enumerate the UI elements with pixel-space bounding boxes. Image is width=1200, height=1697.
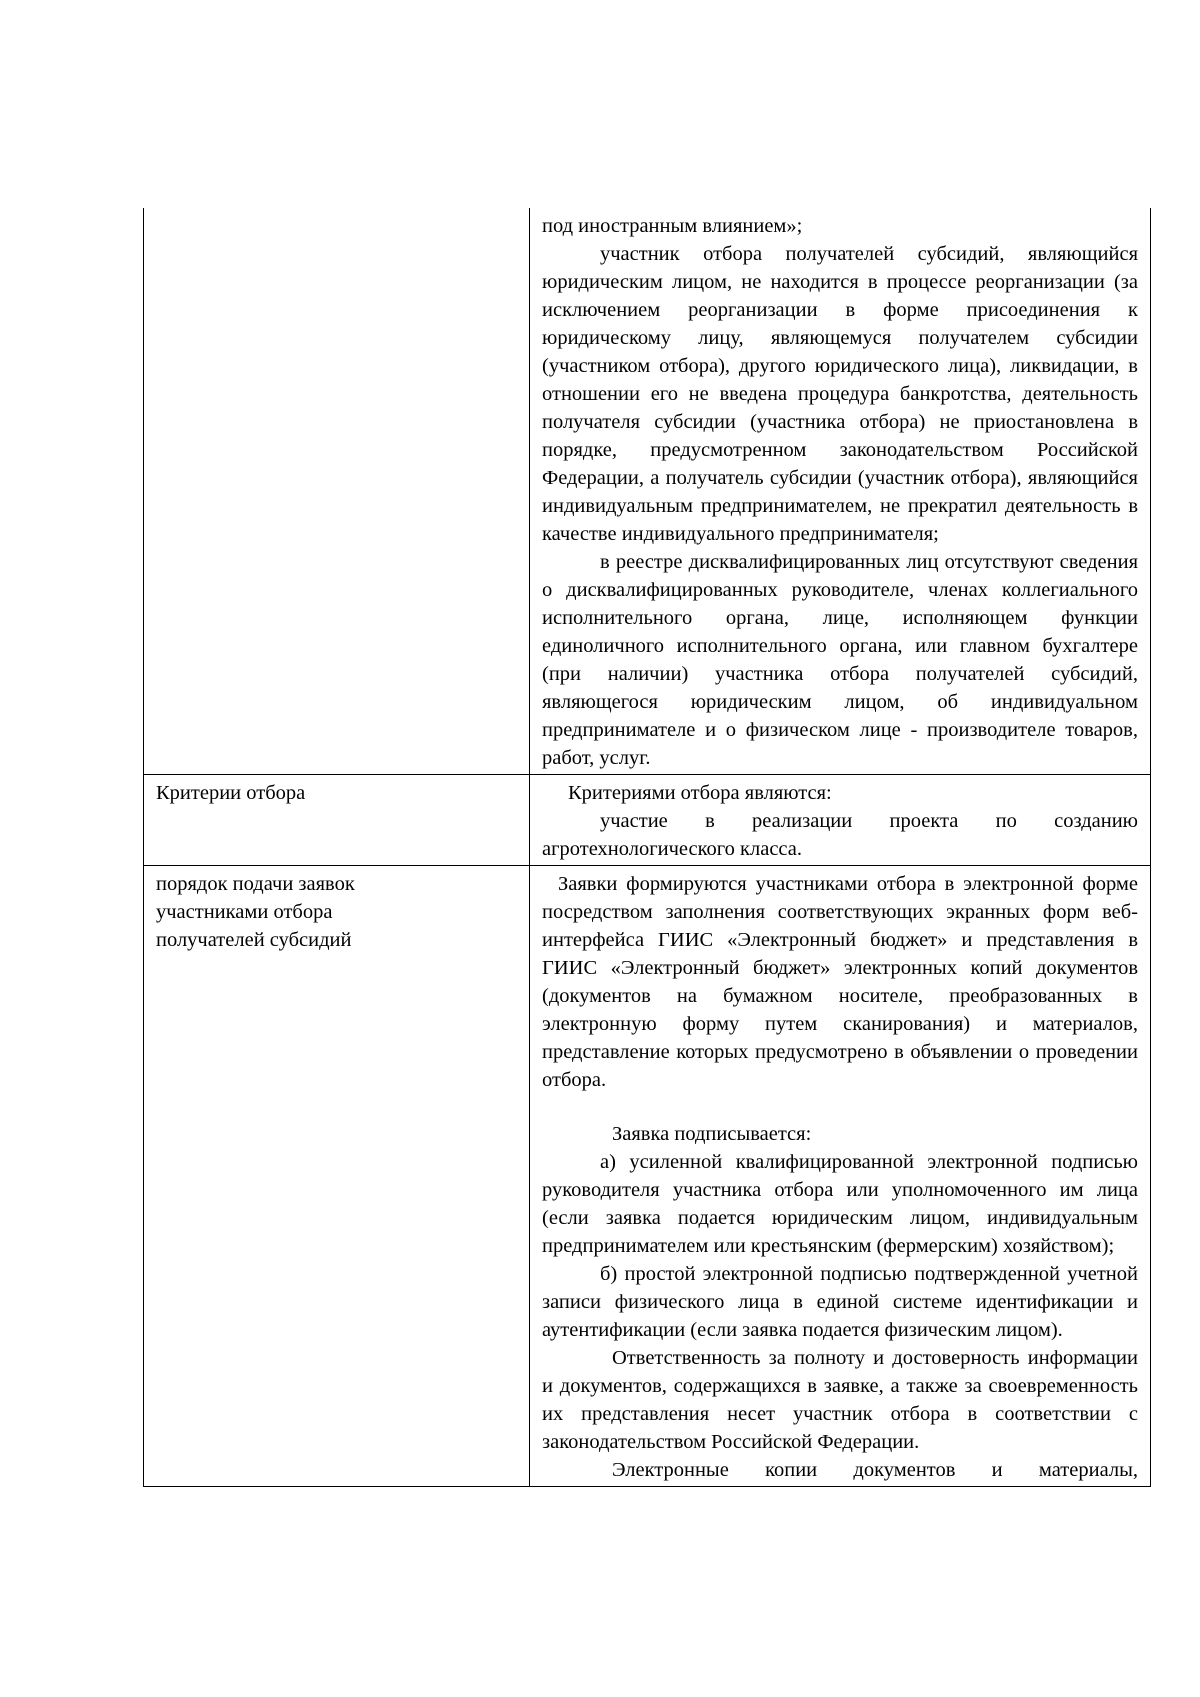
document-table [143,208,1151,1487]
application-order-label-cell [144,866,530,1487]
criteria-text-cell [530,775,1151,866]
row-label-line: получателей субсидий [156,929,352,951]
paragraph: б) простой электронной подписью подтвержденной учетной записи физического лица в единой системе идентификации и аутентификации (если заявка подается физическим лицом). [542,1263,1138,1341]
paragraph: Заявки формируются участниками отбора в электронной форме посредством заполнения соответствующих экранных форм веб-интерфейса ГИИС «Электронный бюджет» и представления в ГИИС «Электронный бюджет» электронных копий документов (документов на бумажном носителе, преобразованных в электронную форму путем сканирования) и материалов, представление которых предусмотрено в объявлении о проведении отбора. [542,873,1138,1091]
table-row [144,208,1151,775]
paragraph: участник отбора получателей субсидий, являющийся юридическим лицом, не находится в процессе реорганизации (за исключением реорганизации в форме присоединения к юридическому лицу, являющемуся получателем субсидии (участником отбора), другого юридического лица), ликвидации, в отношении его не введена процедура банкротства, деятельность получателя субсидии (участника отбора) не приостановлена в порядке, предусмотренном законодательством Российской Федерации, а получатель субсидии (участник отбора), являющийся индивидуальным предпринимателем, не прекратил деятельность в качестве индивидуального предпринимателя; [542,243,1138,545]
paragraph: а) усиленной квалифицированной электронной подписью руководителя участника отбора или уполномоченного им лица (если заявка подается юридическим лицом, индивидуальным предпринимателем или крестьянским (фермерским) хозяйством); [542,1151,1138,1257]
paragraph: под иностранным влиянием»; [542,215,803,237]
paragraph: Заявка подписывается: [612,1123,812,1145]
paragraph: Электронные копии документов и материалы, [612,1459,1138,1481]
table-row [144,775,1151,866]
application-order-text-cell [530,866,1151,1487]
paragraph: Ответственность за полноту и достоверность информации и документов, содержащихся в заявке, а также за своевременность их представления несет участник отбора в соответствии с законодательством Российской Федерации. [542,1347,1138,1453]
criteria-label-cell [144,208,530,775]
row-label: Критерии отбора [156,782,306,804]
table-row [144,866,1151,1487]
paragraph: участие в реализации проекта по созданию агротехнологического класса. [542,810,1138,860]
row-label-line: участниками отбора [156,901,333,923]
criteria-label-cell [144,775,530,866]
paragraph: Критериями отбора являются: [568,782,832,804]
paragraph: в реестре дисквалифицированных лиц отсутствуют сведения о дисквалифицированных руководителе, членах коллегиального исполнительного органа, лице, исполняющем функции единоличного исполнительного органа, или главном бухгалтере (при наличии) участника отбора получателей субсидий, являющегося юридическим лицом, об индивидуальном предпринимателе и о физическом лице - производителе товаров, работ, услуг. [542,551,1138,769]
row-label-line: порядок подачи заявок [156,873,355,895]
criteria-text-cell [530,208,1151,775]
